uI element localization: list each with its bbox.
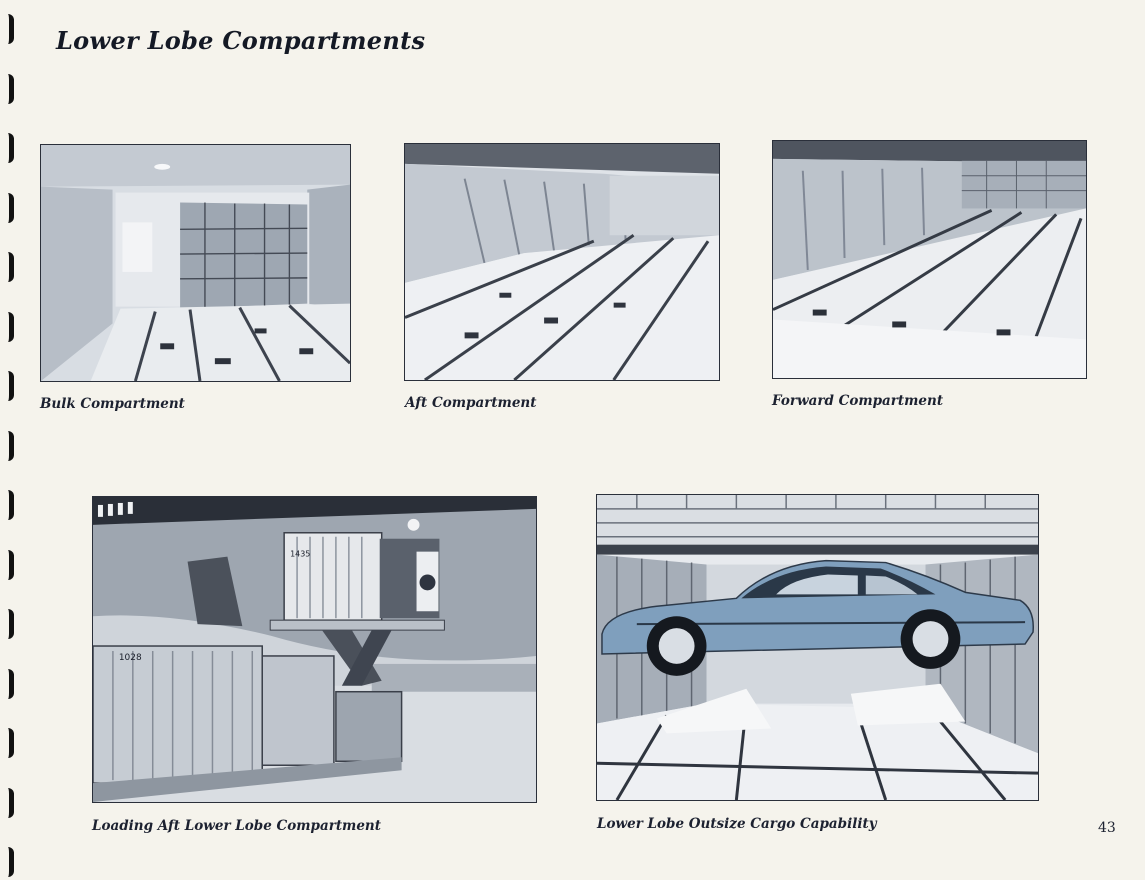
binding-ring [2, 133, 14, 163]
bulk-compartment-photo [40, 144, 351, 382]
binding-ring [2, 252, 14, 282]
page-title: Lower Lobe Compartments [56, 26, 426, 55]
container-label-1028: 1028 [118, 652, 142, 663]
binding-ring [2, 74, 14, 104]
binding-ring [2, 371, 14, 401]
loading-aft-lower-lobe-caption: Loading Aft Lower Lobe Compartment [92, 818, 381, 834]
spiral-binding [0, 0, 24, 880]
binding-ring [2, 847, 14, 877]
binding-ring [2, 193, 14, 223]
aft-compartment-photo [404, 143, 720, 381]
outsize-cargo-photo [596, 494, 1039, 801]
forward-compartment-photo [772, 140, 1087, 379]
outsize-cargo-caption: Lower Lobe Outsize Cargo Capability [597, 816, 877, 832]
binding-ring [2, 788, 14, 818]
binding-ring [2, 669, 14, 699]
binding-ring [2, 728, 14, 758]
bulk-compartment-caption: Bulk Compartment [40, 396, 185, 412]
container-label-1435: 1435 [290, 549, 311, 559]
binding-ring [2, 609, 14, 639]
binding-ring [2, 312, 14, 342]
page-number: 43 [1098, 820, 1116, 836]
aft-compartment-caption: Aft Compartment [405, 395, 537, 411]
binding-ring [2, 550, 14, 580]
binding-ring [2, 14, 14, 44]
binding-ring [2, 431, 14, 461]
loading-aft-lower-lobe-photo [92, 496, 537, 803]
binding-ring [2, 490, 14, 520]
forward-compartment-caption: Forward Compartment [772, 393, 944, 409]
